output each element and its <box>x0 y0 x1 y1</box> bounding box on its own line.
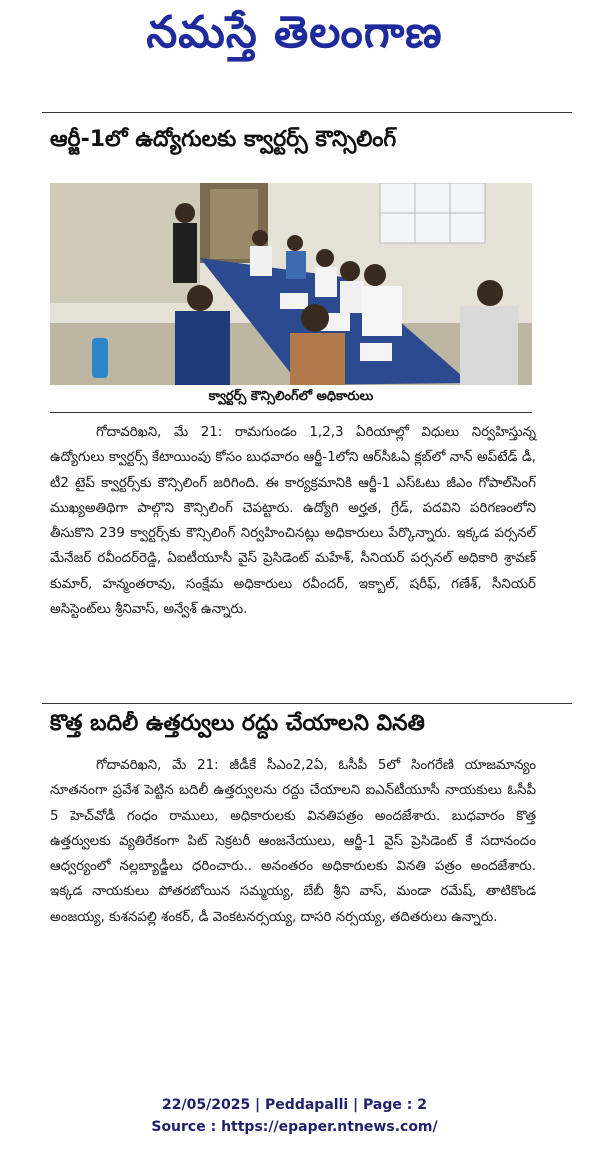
footer-source: Source : https://epaper.ntnews.com/ <box>151 1119 438 1135</box>
article1-photo <box>50 183 532 385</box>
article2-headline: కొత్త బదిలీ ఉత్తర్వులు రద్దు చేయాలని వినతి <box>50 711 425 736</box>
footer-date-edition: 22/05/2025 | Peddapalli | Page : 2 <box>162 1097 427 1113</box>
divider-middle <box>42 703 572 704</box>
article1-body: గోదావరిఖని, మే 21: రామగుండం 1,2,3 ఏరియాల్లో విధులు నిర్వహిస్తున్న ఉద్యోగులు క్వార్టర్స్ కేటాయింపు కోసం బుధవారం ఆర్జీ-1లోని ఆర్‌సీఓఏ క్లబ్‌లో నాన్ అప్‌టేడ్ డీ, టీ2 టైప్ క్వార్టర్స్‌కు కౌన్సిలింగ్ జరిగింది. ఈ కార్యక్రమానికి ఆర్జీ-1 ఎస్‌ఓటు జీఎం గోపాల్‌సింగ్ ముఖ్యఅతిథిగా పాల్గొని కౌన్సిలింగ్ చెపట్టారు. ఉద్యోగి అర్హత, గ్రేడ్, పదవిని పరిగణంలోని తీసుకొని 239 క్వార్టర్స్‌కు కౌన్సిలింగ్ నిర్వహించినట్లు అధికారులు పేర్కొన్నారు. ఇక్కడ పర్సనల్ మేనేజర్ రవీందర్‌రెడ్డి, ఏఐటీయూసీ వైస్ ప్రెసిడెంట్ మహేశ్, సీనియర్ పర్సనల్ అధికారి శ్రావణ్ కుమార్, హన్మంతరావు, సంక్షేమ అధికారులు రవీందర్, ఇక్బాల్, షరీఫ్, గణేశ్, సీనియర్ అసిస్టెంట్‌లు శ్రీనివాస్, అన్వేశ్ ఉన్నారు. <box>50 425 536 618</box>
article2-body: గోదావరిఖని, మే 21: జీడీకే సీఎం2,2ఏ, ఓసీపీ 5లో సింగరేణి యాజమాన్యం నూతనంగా ప్రవేశ పెట్టిన బదిలీ ఉత్తర్వులను రద్దు చేయాలని ఐఎన్‌టీయూసీ నాయకులు ఓసీపీ 5 హెచ్‌వోడీ గంధం రాములు, అధికారులకు వినతిపత్రం అందజేశారు. బుధవారం కొత్త ఉత్తర్వులకు వ్యతిరేకంగా పిట్ సెక్రటరీ ఆంజనేయులు, ఆర్జీ-1 వైస్ ప్రెసిడెంట్ కే సదానందం ఆధ్వర్యంలో నల్లబ్యాడ్జీలు ధరించారు.. అనంతరం అధికారులకు వినతి పత్రం అందజేశారు. ఇక్కడ నాయకులు పోతరబోయిన సమ్మయ్య, బేబీ శ్రీని వాస్, మండా రమేష్, తాటికొండ అంజయ్య, కుశనపల్లి శంకర్, డీ వెంకటనర్సయ్య, దాసరి నర్సయ్య, తదితరులు ఉన్నారు. <box>50 758 536 925</box>
meeting-photo-illustration <box>50 183 532 385</box>
photo-caption: క్వార్టర్స్ కౌన్సిలింగ్‌లో అధికారులు <box>208 389 374 404</box>
newspaper-title: నమస్తే తెలంగాణ <box>146 7 443 58</box>
caption-divider <box>50 412 532 413</box>
divider-top <box>42 112 572 113</box>
masthead <box>0 0 589 76</box>
article1-headline: ఆర్జీ-1లో ఉద్యోగులకు క్వార్టర్స్ కౌన్సిలింగ్ <box>50 127 397 152</box>
